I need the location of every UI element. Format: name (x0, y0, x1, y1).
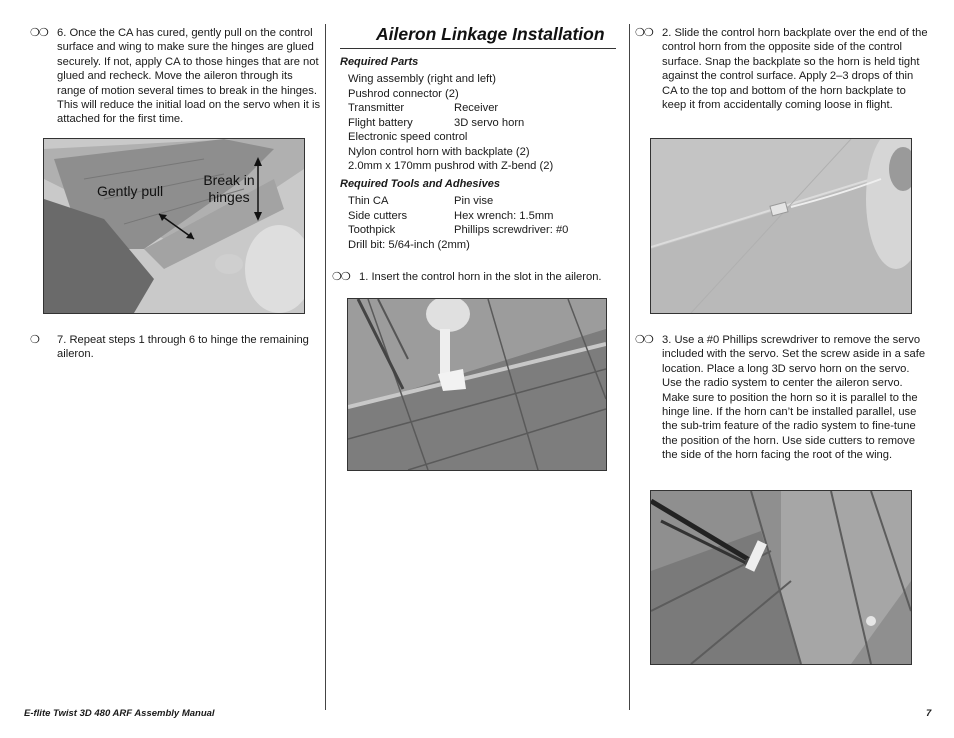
checkbox-icon[interactable]: ❍❍ (635, 27, 653, 39)
list-item: Wing assembly (right and left) (348, 73, 496, 85)
step-2-text: 2. Slide the control horn backplate over the end of the control horn from the opposite side of the control surface. Snap the backplate so the horn is held tight against the control surface. Apply 2–3 drops of thin CA to the top and bottom of the horn backplate to keep it from accidentally coming loose in flight. (662, 27, 928, 112)
photo-label-break-in-hinges: Break in hinges (203, 172, 255, 205)
list-item: Nylon control horn with backplate (2) (348, 145, 530, 158)
checkbox-icon[interactable]: ❍❍ (30, 27, 48, 39)
photo-servo-horn (650, 490, 912, 665)
photo-backplate (650, 138, 912, 314)
list-item: 2.0mm x 170mm pushrod with Z-bend (2) (348, 160, 554, 172)
list-item: Side cutters Hex wrench: 1.5mm (348, 209, 554, 222)
list-item: Toothpick Phillips screwdriver: #0 (348, 224, 569, 236)
step-7-text: 7. Repeat steps 1 through 6 to hinge the remaining aileron. (57, 334, 309, 361)
photo-control-horn-insert (347, 298, 607, 471)
required-tools-list (348, 194, 568, 252)
footer-manual-title: E-flite Twist 3D 480 ARF Assembly Manual (24, 708, 215, 719)
required-parts-heading: Required Parts (340, 56, 419, 68)
page-number: 7 (926, 708, 932, 719)
list-item: Drill bit: 5/64-inch (2mm) (348, 238, 470, 251)
list-item: Flight battery 3D servo horn (348, 116, 525, 129)
list-item: Thin CA Pin vise (348, 195, 494, 207)
required-tools-heading: Required Tools and Adhesives (340, 178, 500, 190)
step-3-text: 3. Use a #0 Phillips screwdriver to remove the servo included with the servo. Set the screw aside in a safe location. Place a long 3D servo horn on the servo. Use the radio system to center the aileron servo. Make sure to position the horn so it is parallel to the hinge line. If the horn can’t be installed parallel, use the sub-trim feature of the radio system to fine-tune the position of the horn. Use side cutters to remove the side of the horn facing the root of the wing. (662, 334, 926, 462)
title-underline (340, 48, 616, 49)
column-divider-left (325, 24, 326, 710)
photo-label-gently-pull: Gently pull (97, 183, 164, 199)
section-title: Aileron Linkage Installation (376, 24, 605, 44)
list-item: Pushrod connector (2) (348, 87, 459, 100)
checkbox-icon[interactable]: ❍ (30, 334, 39, 346)
list-item: Electronic speed control (348, 131, 468, 143)
required-parts-list (348, 72, 554, 174)
step-1-text: 1. Insert the control horn in the slot in the aileron. (359, 271, 602, 283)
checkbox-icon[interactable]: ❍❍ (635, 334, 653, 346)
step-6-text: 6. Once the CA has cured, gently pull on the control surface and wing to make sure the hinges are glued securely. If not, apply CA to those hinges that are not glued and recheck. Move the aileron through its range of motion several times to break in the hinges. This will reduce the initial load on the servo when it is attached for the first time. (57, 27, 321, 126)
checkbox-icon[interactable]: ❍❍ (332, 271, 350, 283)
list-item: Transmitter Receiver (348, 102, 499, 114)
photo-hinge-pull (43, 138, 305, 314)
column-divider-right (629, 24, 630, 710)
